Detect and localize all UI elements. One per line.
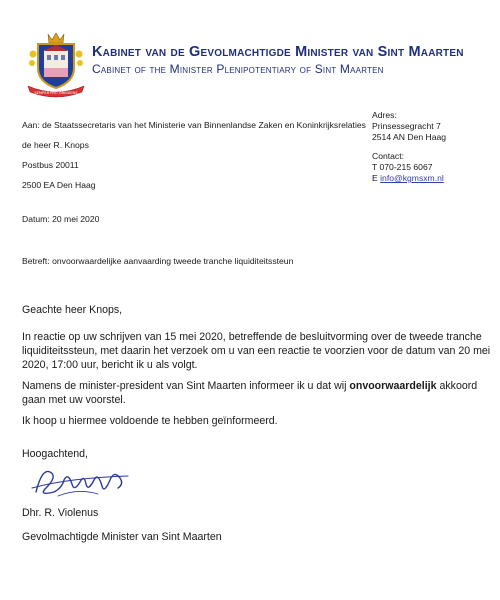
signer-name: Dhr. R. Violenus — [22, 507, 99, 519]
paragraph-2 — [22, 379, 492, 407]
letter-date: Datum: 20 mei 2020 — [22, 214, 100, 224]
paragraph-2-emphasis: onvoorwaardelijk — [349, 380, 437, 392]
paragraph-1: In reactie op uw schrijven van 15 mei 2020, betreffende de besluitvorming over de tweede tranche liquiditeitssteun, met daarin het verzoek om u van een reactie te voorzien voor de datum van 20 mei 2020, 17:00 uur, bericht ik u als volgt. — [22, 331, 491, 371]
paragraph-3: Ik hoop u hiermee voldoende te hebben geïnformeerd. — [22, 415, 278, 427]
addressee-name: de heer R. Knops — [22, 140, 89, 150]
addressee-block — [22, 120, 366, 200]
paragraph-2-text: Namens de minister-president van Sint Maarten informeer ik u dat wij — [22, 380, 350, 392]
contact-label: Contact: — [372, 151, 405, 161]
addressee-postbus: Postbus 20011 — [22, 160, 79, 170]
sender-phone: T 070-215 6067 — [372, 162, 433, 172]
address-label: Adres: — [372, 110, 397, 120]
email-prefix: E — [372, 173, 381, 183]
addressee-city: 2500 EA Den Haag — [22, 180, 96, 190]
handwritten-signature — [28, 458, 138, 504]
email-link[interactable]: info@kgmsxm.nl — [380, 173, 444, 183]
letter-subject: Betreft: onvoorwaardelijke aanvaarding tweede tranche liquiditeitssteun — [22, 256, 294, 266]
svg-text:SEMPER PRO GREDIENS: SEMPER PRO GREDIENS — [34, 91, 78, 95]
signer-role: Gevolmachtigde Minister van Sint Maarten — [22, 531, 222, 543]
sender-email-line — [372, 173, 446, 184]
coat-of-arms-icon — [26, 30, 86, 98]
addressee-line: Aan: de Staatssecretaris van het Ministerie van Binnenlandse Zaken en Koninkrijksrelaties — [22, 120, 366, 130]
sender-block — [372, 110, 446, 184]
letterhead-title-english: Cabinet of the Minister Plenipotentiary of Sint Maarten — [92, 62, 384, 76]
sender-city: 2514 AN Den Haag — [372, 132, 447, 142]
letterhead-title-dutch: Kabinet van de Gevolmachtigde Minister van Sint Maarten — [92, 44, 464, 60]
sender-street: Prinsessegracht 7 — [372, 121, 441, 131]
salutation: Geachte heer Knops, — [22, 304, 123, 316]
closing: Hoogachtend, — [22, 448, 88, 460]
paragraph-2-text-end: akkoord gaan met uw voorstel. — [22, 380, 478, 406]
